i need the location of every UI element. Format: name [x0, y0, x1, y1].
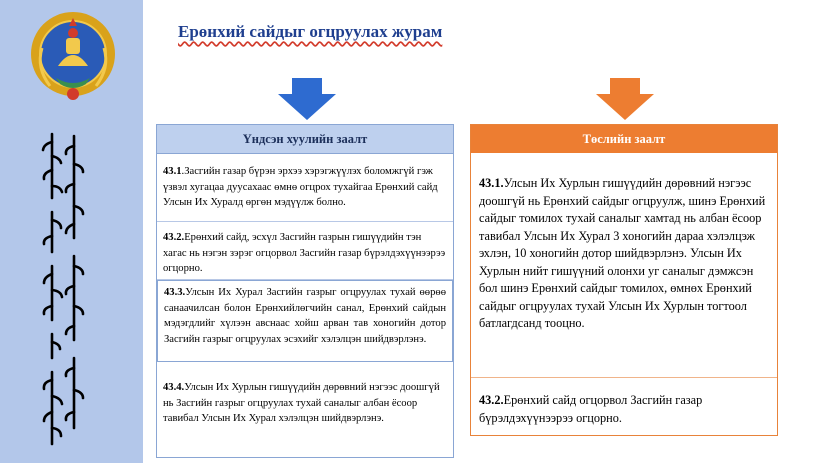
clause-43-4: 43.4.Улсын Их Хурлын гишүүдийн дөрөвний нэгээс доошгүй нь Засгийн газрыг огцруулах тухай саналыг албан ёсоор тавибал Улсын Их Хурал хэлэлцэн шийдвэрлэнэ.	[163, 382, 440, 424]
draft-clause-43-2: 43.2.Ерөнхий сайд огцорвол Засгийн газар бүрэлдэхүүнээрээ огцорно.	[479, 393, 703, 425]
constitution-panel-header: Үндсэн хуулийн заалт	[157, 125, 453, 154]
draft-clause-43-1: 43.1.Улсын Их Хурлын гишүүдийн дөрөвний нэгээс доошгүй нь Ерөнхий сайдыг огцруулж, шинэ Ерөнхий сайдыг томилох тухай саналыг хамтад нь албан ёсоор тавибал Улсын Их Хурал 3 хоногийн дараа хэлэлцэж эхлэн, 10 хоногийн дотор шийдвэрлэнэ. Улсын Их Хурлын нийт гишүүний олонхи уг саналыг дэмжсэн бол шинэ Ерөнхий сайдыг томилох, өмнөх Ерөнхий сайдыг огцруулах тухай Улсын Их Хурлын тогтоол батлагдсанд тооцно.	[471, 153, 777, 378]
sidebar	[0, 0, 143, 463]
state-emblem-icon	[28, 8, 118, 106]
draft-panel-header: Төслийн заалт	[471, 125, 777, 153]
clause-43-1: 43.1.Засгийн газар бүрэн эрхээ хэрэгжүүлэх боломжгүй гэж үзвэл хугацаа дуусахаас өмнө огцрох тухайгаа Ерөнхий сайд Улсын Их Хуралд өргөн мэдүүлж болно.	[157, 154, 453, 222]
arrow-down-icon	[278, 78, 336, 120]
clause-43-2: 43.2.Ерөнхий сайд, эсхүл Засгийн газрын гишүүдийн тэн хагас нь нэгэн зэрэг огцорвол Засгийн газар бүрэлдэхүүнээрээ огцорно.	[157, 222, 453, 280]
mongolian-script-motto	[38, 128, 94, 448]
clause-43-3: 43.3.Улсын Их Хурал Засгийн газрыг огцруулах тухай өөрөө санаачилсан болон Ерөнхийлөгчийн санал, Ерөнхий сайдын мэдэгдлийг хүлээн авснаас хойш арван тав хоногийн дотор Засгийн газрыг огцруулах эсэхийг хэлэлцэн шийдвэрлэнэ.	[157, 280, 453, 362]
draft-panel	[470, 124, 778, 436]
constitution-panel	[156, 124, 454, 458]
arrow-down-icon	[596, 78, 654, 120]
page-title: Ерөнхий сайдыг огцруулах журам	[178, 22, 443, 41]
